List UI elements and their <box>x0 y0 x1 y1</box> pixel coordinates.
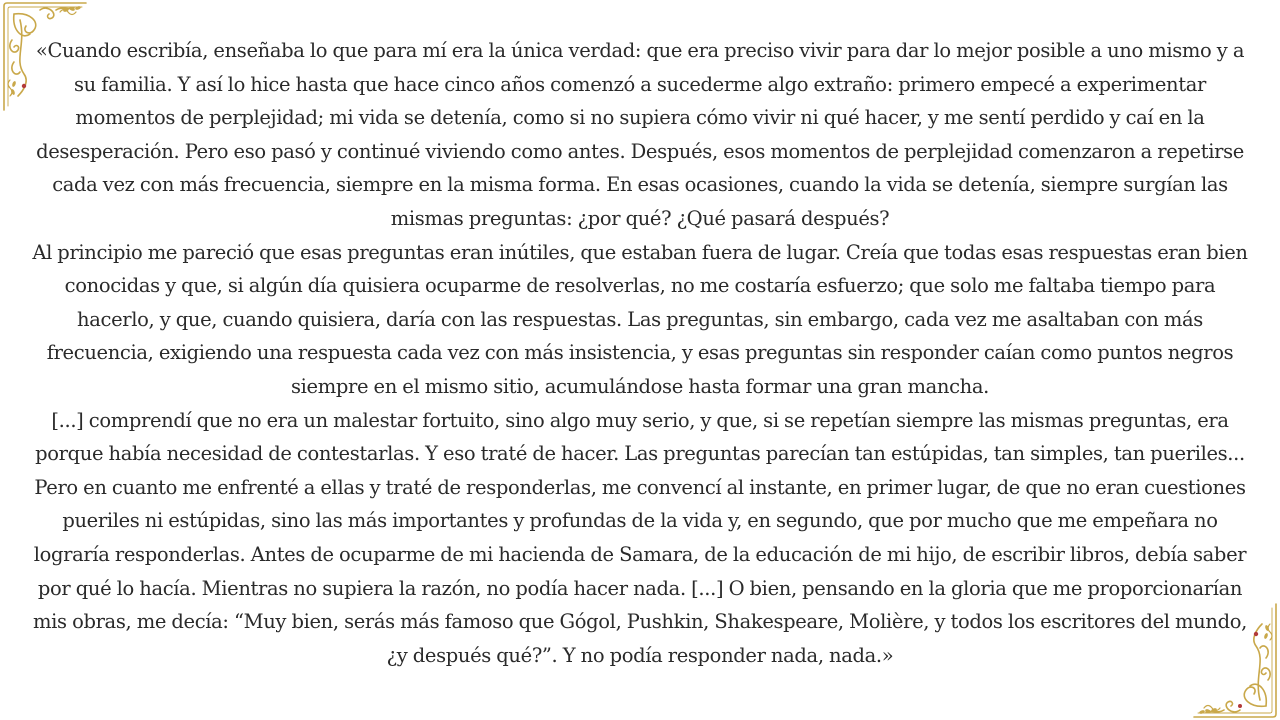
quote-paragraph: [...] comprendí que no era un malestar fortuito, sino algo muy serio, y que, si se repetían siempre las mismas preguntas, era porque había necesidad de contestarlas. Y eso traté de hacer. Las preguntas parecían tan estúpidas, tan simples, tan pueriles... Pero en cuanto me enfrenté a ellas y traté de responderlas, me convencí al instante, en primer lugar, de que no eran cuestiones pueriles ni estúpidas, sino las más importantes y profundas de la vida y, en segundo, que por mucho que me empeñara no lograría responderlas. Antes de ocuparme de mi hacienda de Samara, de la educación de mi hijo, de escribir libros, debía saber por qué lo hacía. Mientras no supiera la razón, no podía hacer nada. [...] O bien, pensando en la gloria que me proporcionarían mis obras, me decía: “Muy bien, serás más famoso que Gógol, Pushkin, Shakespeare, Molière, y todos los escritores del mundo, ¿y después qué?”. Y no podía responder nada, nada.» <box>33 408 1247 667</box>
quote-paragraph: «Cuando escribía, enseñaba lo que para mí era la única verdad: que era preciso vivir para dar lo mejor posible a uno mismo y a su familia. Y así lo hice hasta que hace cinco años comenzó a sucederme algo extraño: primero empecé a experimentar momentos de perplejidad; mi vida se detenía, como si no supiera cómo vivir ni qué hacer, y me sentí perdido y caí en la desesperación. Pero eso pasó y continué viviendo como antes. Después, esos momentos de perplejidad comenzaron a repetirse cada vez con más frecuencia, siempre en la misma forma. En esas ocasiones, cuando la vida se detenía, siempre surgían las mismas preguntas: ¿por qué? ¿Qué pasará después? <box>35 39 1245 230</box>
quote-paragraph: Al principio me pareció que esas preguntas eran inútiles, que estaban fuera de lugar. Creía que todas esas respuestas eran bien conocidas y que, si algún día quisiera ocuparme de resolverlas, no me costaría esfuerzo; que solo me faltaba tiempo para hacerlo, y que, cuando quisiera, daría con las respuestas. Las preguntas, sin embargo, cada vez me asaltaban con más frecuencia, exigiendo una respuesta cada vez con más insistencia, y esas preguntas sin responder caían como puntos negros siempre en el mismo sitio, acumulándose hasta formar una gran mancha. <box>32 240 1248 398</box>
quote-text <box>28 34 1252 672</box>
gold-flourish-corner-icon <box>1190 602 1280 720</box>
